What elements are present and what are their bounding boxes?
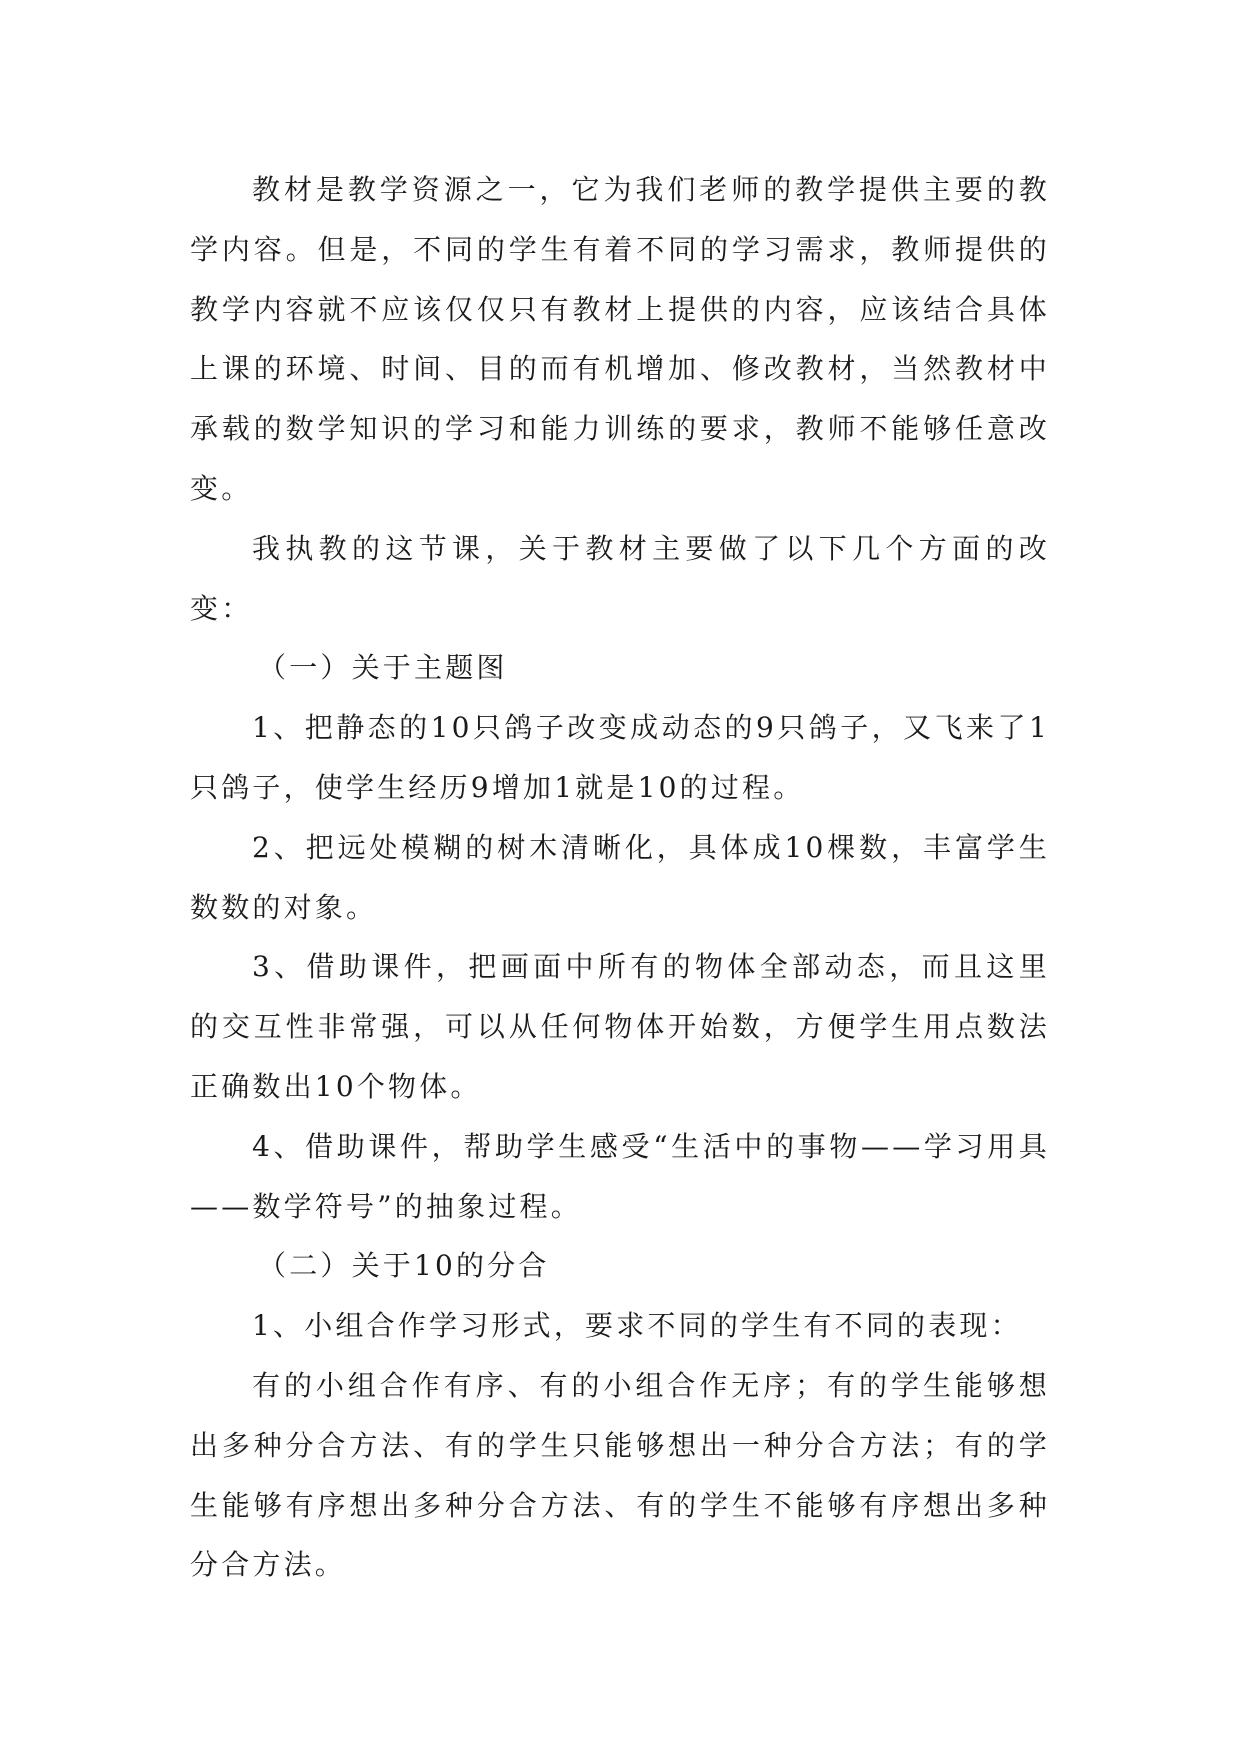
changes-intro-paragraph: 我执教的这节课，关于教材主要做了以下几个方面的改变： xyxy=(190,531,1050,625)
section-heading-ten-decomposition: （二）关于10的分合 xyxy=(258,1249,550,1283)
section-heading-theme-picture: （一）关于主题图 xyxy=(258,651,508,685)
section1-item: 1、把静态的10只鸽子改变成动态的9只鸽子，又飞来了1只鸽子，使学生经历9增加1就是10的过程。 xyxy=(190,711,1050,804)
section1-item: 3、借助课件，把画面中所有的物体全部动态，而且这里的交互性非常强，可以从任何物体开始数，方便学生用点数法正确数出10个物体。 xyxy=(190,950,1050,1103)
intro-paragraph: 教材是教学资源之一，它为我们老师的教学提供主要的教学内容。但是，不同的学生有着不同的学习需求，教师提供的教学内容就不应该仅仅只有教材上提供的内容，应该结合具体上课的环境、时间、目的而有机增加、修改教材，当然教材中承载的数学知识的学习和能力训练的要求，教师不能够任意改变。 xyxy=(190,173,1050,505)
section1-item: 2、把远处模糊的树木清晰化，具体成10棵数，丰富学生数数的对象。 xyxy=(190,830,1050,924)
section2-item: 有的小组合作有序、有的小组合作无序；有的学生能够想出多种分合方法、有的学生只能够想出一种分合方法；有的学生能够有序想出多种分合方法、有的学生不能够有序想出多种分合方法。 xyxy=(190,1368,1050,1582)
section2-item: 1、小组合作学习形式，要求不同的学生有不同的表现： xyxy=(252,1309,1022,1343)
document-body xyxy=(190,160,1050,1595)
section1-item: 4、借助课件，帮助学生感受“生活中的事物——学习用具——数学符号”的抽象过程。 xyxy=(190,1129,1050,1223)
